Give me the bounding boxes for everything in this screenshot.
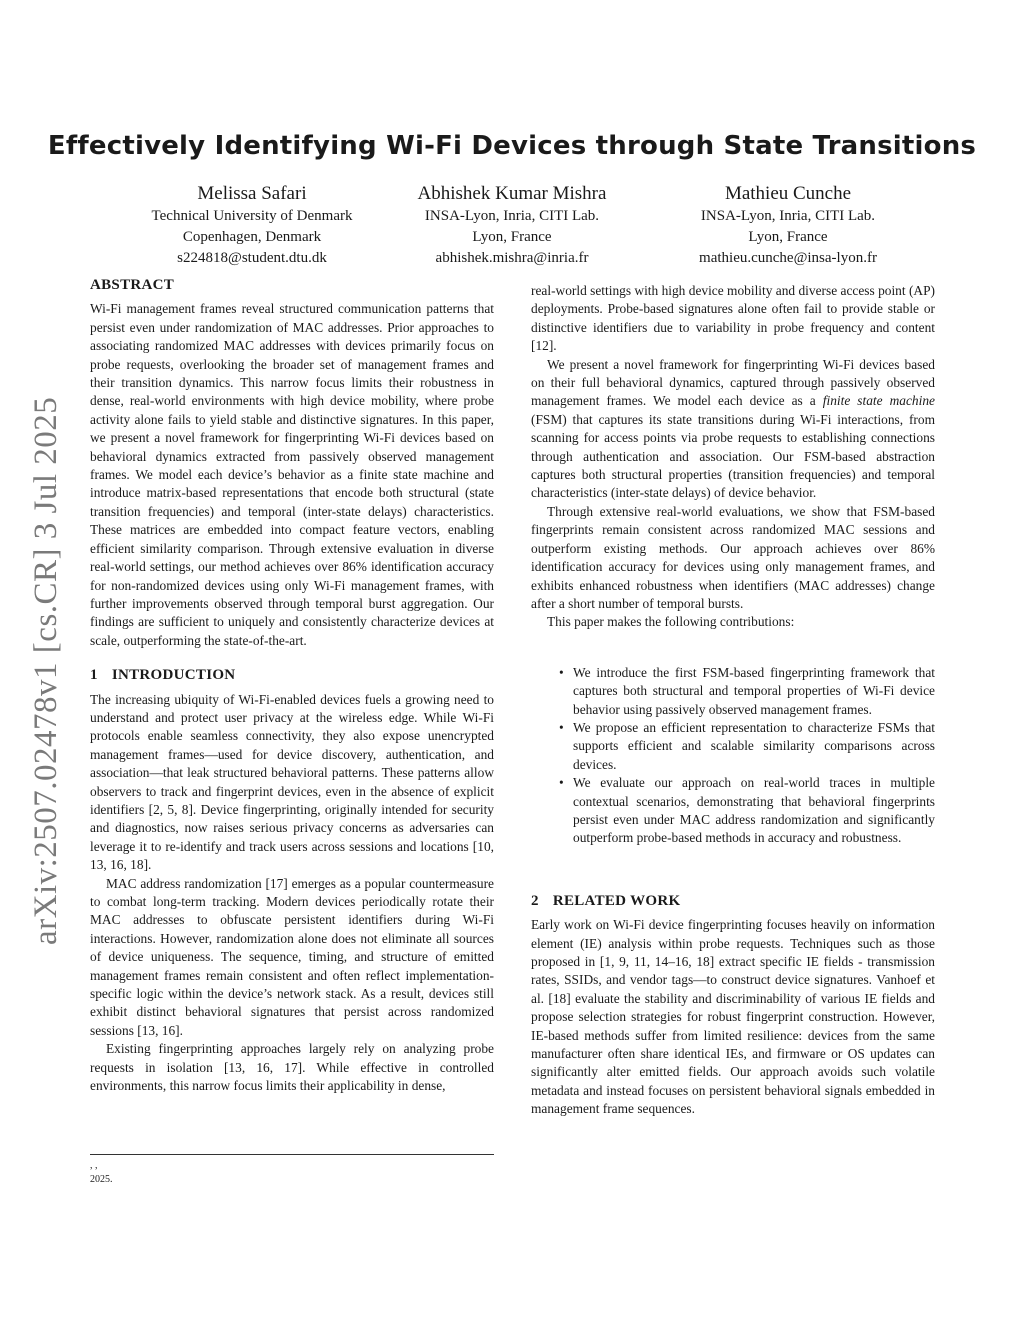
- author-location: Lyon, France: [472, 229, 552, 245]
- footnote-year: 2025.: [90, 1174, 113, 1185]
- related-work-text: Early work on Wi-Fi device fingerprinting focuses heavily on information element (IE) analysis within probe requests. Techniques such as those proposed in [1, 9, 11, 14–16, 18] extract specific IE fields - transmission rates, SSIDs, and vendor tags—to construct device signatures. Vanhoef et al. [18] evaluate the stability and discriminability of various IE fields and propose selection strategies for robust fingerprint construction. However, IE-based methods suffer from limited resilience: devices from the same manufacturer often share identical IEs, and firmware or OS updates can significantly alter emitted fields. Our approach avoids such volatile metadata and instead focuses on persistent behavioral signals embedded in management frame sequences.: [531, 917, 935, 1117]
- intro-paragraph: MAC address randomization [17] emerges as a popular countermeasure to combat long-term tracking. Modern devices periodically rotate their MAC addresses to obfuscate persistent identifiers during Wi-Fi interactions. However, randomization alone does not eliminate all sources of device uniqueness. The sequence, timing, and structure of emitted management frames remain consistent and often reflect implementation-specific logic within the device’s network stack. As a result, devices still exhibit distinct behavioral signatures that persist across randomized sessions [13, 16].: [90, 875, 494, 1038]
- abstract-heading: ABSTRACT: [90, 277, 175, 293]
- author-email: mathieu.cunche@insa-lyon.fr: [699, 250, 877, 266]
- paper-title: Effectively Identifying Wi-Fi Devices through State Transitions: [47, 131, 977, 161]
- author-affiliation: Technical University of Denmark: [151, 208, 353, 224]
- arxiv-identifier: arXiv:2507.02478v1 [cs.CR] 3 Jul 2025: [28, 396, 64, 945]
- intro-paragraph: The increasing ubiquity of Wi-Fi-enabled devices fuels a growing need to understand and protect user privacy at the wireless edge. While Wi-Fi protocols enable seamless connectivity, they also expose unencrypted management frames—used for device discovery, authentication, and association—that leak structured behavioral patterns. These patterns allow observers to track and fingerprint devices, even in the absence of explicit identifiers [2, 5, 8]. Device fingerprinting, originally intended for security and diagnostics, now raises serious privacy concerns as adversaries can leverage it to re-identify and track users across sessions and locations [10, 13, 16, 18].: [90, 691, 494, 873]
- intro-paragraph: Existing fingerprinting approaches largely rely on analyzing probe requests in isolation [13, 16, 17]. While effective in controlled environments, this narrow focus limits their applicability in dense,: [90, 1041, 494, 1094]
- author-email: abhishek.mishra@inria.fr: [435, 250, 589, 266]
- emphasis: finite state machine: [822, 393, 935, 409]
- text-run: We present a novel framework for fingerprinting Wi-Fi devices based on their full behavioral dynamics, captured through passively observed management frames. We model each device as a: [531, 356, 935, 409]
- list-item: • We propose an efficient representation to characterize FSMs that supports efficient and scalable similarity comparisons across devices.: [573, 719, 935, 774]
- footnote-line: , ,: [90, 1160, 98, 1171]
- footnote-rule: [90, 1154, 494, 1155]
- right-column: [531, 282, 935, 1119]
- author-affiliation: INSA-Lyon, Inria, CITI Lab.: [424, 208, 600, 224]
- section-title: RELATED WORK: [552, 892, 681, 909]
- section-number: 1: [90, 667, 98, 684]
- list-item: • We introduce the first FSM-based fingerprinting framework that captures both structural and temporal properties of Wi-Fi device behavior using passively observed management frames.: [573, 664, 935, 719]
- intro-paragraph: Through extensive real-world evaluations, we show that FSM-based fingerprints remain consistent across randomized MAC sessions and outperform existing methods. Our approach achieves over 86% identification accuracy for devices using only management frames, and exhibits enhanced robustness when identifiers (MAC addresses) change after a short number of temporal bursts.: [531, 503, 935, 611]
- related-work-heading: [531, 892, 935, 910]
- author-block: [638, 182, 938, 269]
- intro-paragraph: [531, 356, 935, 503]
- intro-paragraph: This paper makes the following contributions:: [547, 614, 795, 630]
- contributions-list: [531, 664, 935, 848]
- intro-continued: real-world settings with high device mobility and diverse access point (AP) deployments. Probe-based signatures alone often fail to provide stable or distinctive identifiers due to variability in probe frequency and content [12].: [531, 283, 935, 354]
- author-block: [102, 182, 402, 269]
- author-name: Mathieu Cunche: [724, 183, 852, 204]
- list-item: • We evaluate our approach on real-world traces in multiple contextual scenarios, demonstrating that behavioral fingerprints persist even under MAC address randomization and significantly outperform probe-based methods in accuracy and robustness.: [573, 774, 935, 848]
- author-name: Melissa Safari: [197, 183, 307, 204]
- author-email: s224818@student.dtu.dk: [177, 250, 327, 266]
- author-affiliation: INSA-Lyon, Inria, CITI Lab.: [700, 208, 876, 224]
- author-name: Abhishek Kumar Mishra: [417, 183, 607, 204]
- introduction-heading: [90, 666, 494, 684]
- abstract-text: Wi-Fi management frames reveal structured communication patterns that persist even under randomization of MAC addresses. Prior approaches to associating randomized MAC addresses with devices primarily focus on probe requests, overlooking the broader set of management frames and their transition dynamics. This narrow focus limits their robustness in dense, real-world environments with high device mobility, where probe activity alone fails to yield stable and distinctive signatures. In this paper, we present a novel framework for fingerprinting Wi-Fi devices based on behavioral dynamics extracted from passively observed management frames. We model each device’s behavior as a finite state machine and introduce matrix-based representations that encode both structural (state transition frequencies) and temporal (inter-state delays) characteristics. These matrices are embedded into compact feature vectors, enabling efficient similarity comparison. Through extensive evaluation in diverse real-world settings, our method achieves over 86% identification accuracy for non-randomized devices using only Wi-Fi management frames, with further improvements observed through temporal burst aggregation. Our findings are sufficient to uniquely and consistently characterize devices at scale, outperforming the state-of-the-art.: [90, 301, 494, 648]
- left-column: [90, 276, 494, 1095]
- author-block: [362, 182, 662, 269]
- section-title: INTRODUCTION: [111, 667, 236, 684]
- author-location: Copenhagen, Denmark: [182, 229, 322, 245]
- author-location: Lyon, France: [748, 229, 828, 245]
- section-number: 2: [531, 892, 539, 909]
- text-run: (FSM) that captures its state transitions during Wi-Fi interactions, from scanning for access points via probe requests to establishing connections through authentication and association. Our FSM-based abstraction captures both structural properties (transition frequencies) and temporal characteristics (inter-state delays) of device behavior.: [531, 411, 935, 501]
- footnote: [90, 1159, 113, 1187]
